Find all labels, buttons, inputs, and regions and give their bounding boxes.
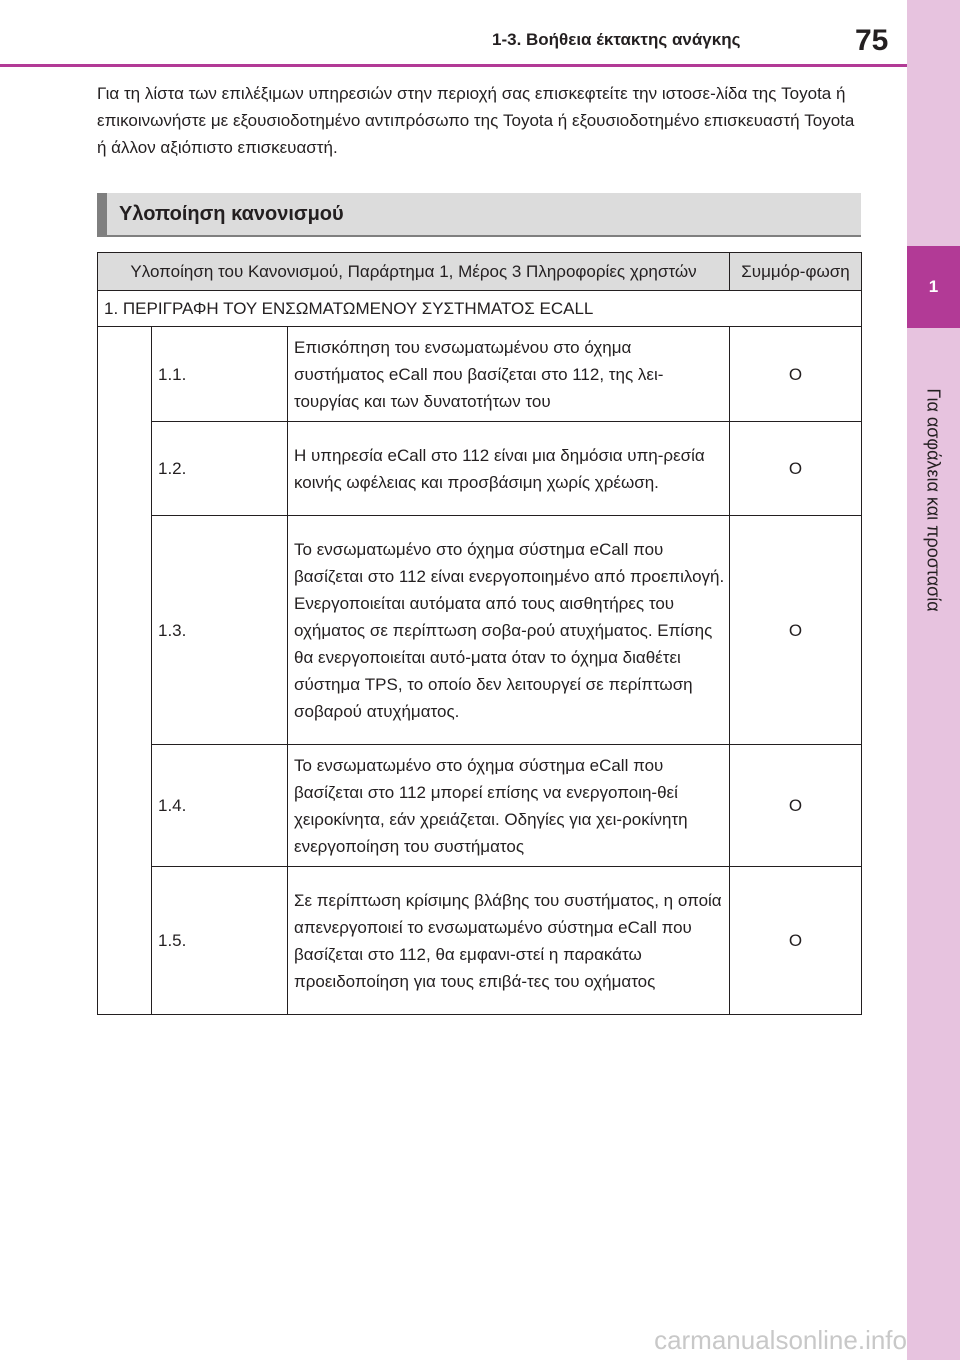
row-text: Επισκόπηση του ενσωματωμένου στο όχημα συστήματος eCall που βασίζεται στο 112, της λει-τουργίας και των δυνατοτήτων του bbox=[288, 327, 730, 422]
section-title: 1-3. Βοήθεια έκτακτης ανάγκης bbox=[492, 30, 741, 49]
header-rule bbox=[0, 64, 907, 67]
row-compliance: O bbox=[730, 867, 862, 1015]
chapter-label: Για ασφάλεια και προστασία bbox=[923, 388, 944, 612]
row-compliance: O bbox=[730, 745, 862, 867]
table-section-row bbox=[98, 291, 862, 327]
page-number: 75 bbox=[855, 24, 889, 57]
row-number: 1.1. bbox=[152, 327, 288, 422]
watermark: carmanualsonline.info bbox=[654, 1325, 907, 1355]
section-heading-text: Υλοποίηση κανονισμού bbox=[119, 202, 344, 225]
intro-paragraph: Για τη λίστα των επιλέξιμων υπηρεσιών στην περιοχή σας επισκεφτείτε την ιστοσε-λίδα της Toyota ή επικοινωνήστε με εξουσιοδοτημένο αντιπρόσωπο της Toyota ή εξουσιοδοτημένο επισκευαστή Toyota ή άλλον αξιόπιστο επισκευαστή. bbox=[97, 84, 855, 157]
chapter-number: 1 bbox=[907, 246, 960, 328]
row-number: 1.2. bbox=[152, 422, 288, 516]
table-indent-cell bbox=[98, 327, 152, 1015]
row-text: Σε περίπτωση κρίσιμης βλάβης του συστήματος, η οποία απενεργοποιεί το ενσωματωμένο σύστημα eCall που βασίζεται στο 112, θα εμφανι-στεί η παρακάτω προειδοποίηση για τους επιβά-τες του οχήματος bbox=[288, 867, 730, 1015]
table-header-compliance: Συμμόρ-φωση bbox=[730, 253, 862, 291]
section-heading bbox=[97, 193, 861, 237]
side-tab bbox=[907, 0, 960, 1360]
row-number: 1.4. bbox=[152, 745, 288, 867]
row-compliance: O bbox=[730, 422, 862, 516]
regulation-table bbox=[97, 252, 862, 1015]
row-number: 1.5. bbox=[152, 867, 288, 1015]
row-number: 1.3. bbox=[152, 516, 288, 745]
table-row bbox=[98, 745, 862, 867]
row-text: Η υπηρεσία eCall στο 112 είναι μια δημόσια υπη-ρεσία κοινής ωφέλειας και προσβάσιμη χωρίς χρέωση. bbox=[288, 422, 730, 516]
table-row bbox=[98, 327, 862, 422]
row-compliance: O bbox=[730, 327, 862, 422]
row-compliance: O bbox=[730, 516, 862, 745]
table-row bbox=[98, 516, 862, 745]
table-row bbox=[98, 867, 862, 1015]
table-header-main: Υλοποίηση του Κανονισμού, Παράρτημα 1, Μέρος 3 Πληροφορίες χρηστών bbox=[98, 253, 730, 291]
row-text: Το ενσωματωμένο στο όχημα σύστημα eCall που βασίζεται στο 112 είναι ενεργοποιημένο από προεπιλογή. Ενεργοποιείται αυτόματα από τους αισθητήρες του οχήματος σε περίπτωση σοβα-ρού ατυχήματος. Επίσης θα ενεργοποιείται αυτό-ματα όταν το όχημα διαθέτει σύστημα TPS, το οποίο δεν λειτουργεί σε περίπτωση σοβαρού ατυχήματος. bbox=[288, 516, 730, 745]
table-section-title: 1. ΠΕΡΙΓΡΑΦΗ ΤΟΥ ΕΝΣΩΜΑΤΩΜΕΝΟΥ ΣΥΣΤΗΜΑΤΟΣ ECALL bbox=[98, 291, 862, 327]
row-text: Το ενσωματωμένο στο όχημα σύστημα eCall που βασίζεται στο 112 μπορεί επίσης να ενεργοποιη-θεί χειροκίνητα, εάν χρειάζεται. Οδηγίες για χει-ροκίνητη ενεργοποίηση του συστήματος bbox=[288, 745, 730, 867]
table-header-row bbox=[98, 253, 862, 291]
table-row bbox=[98, 422, 862, 516]
